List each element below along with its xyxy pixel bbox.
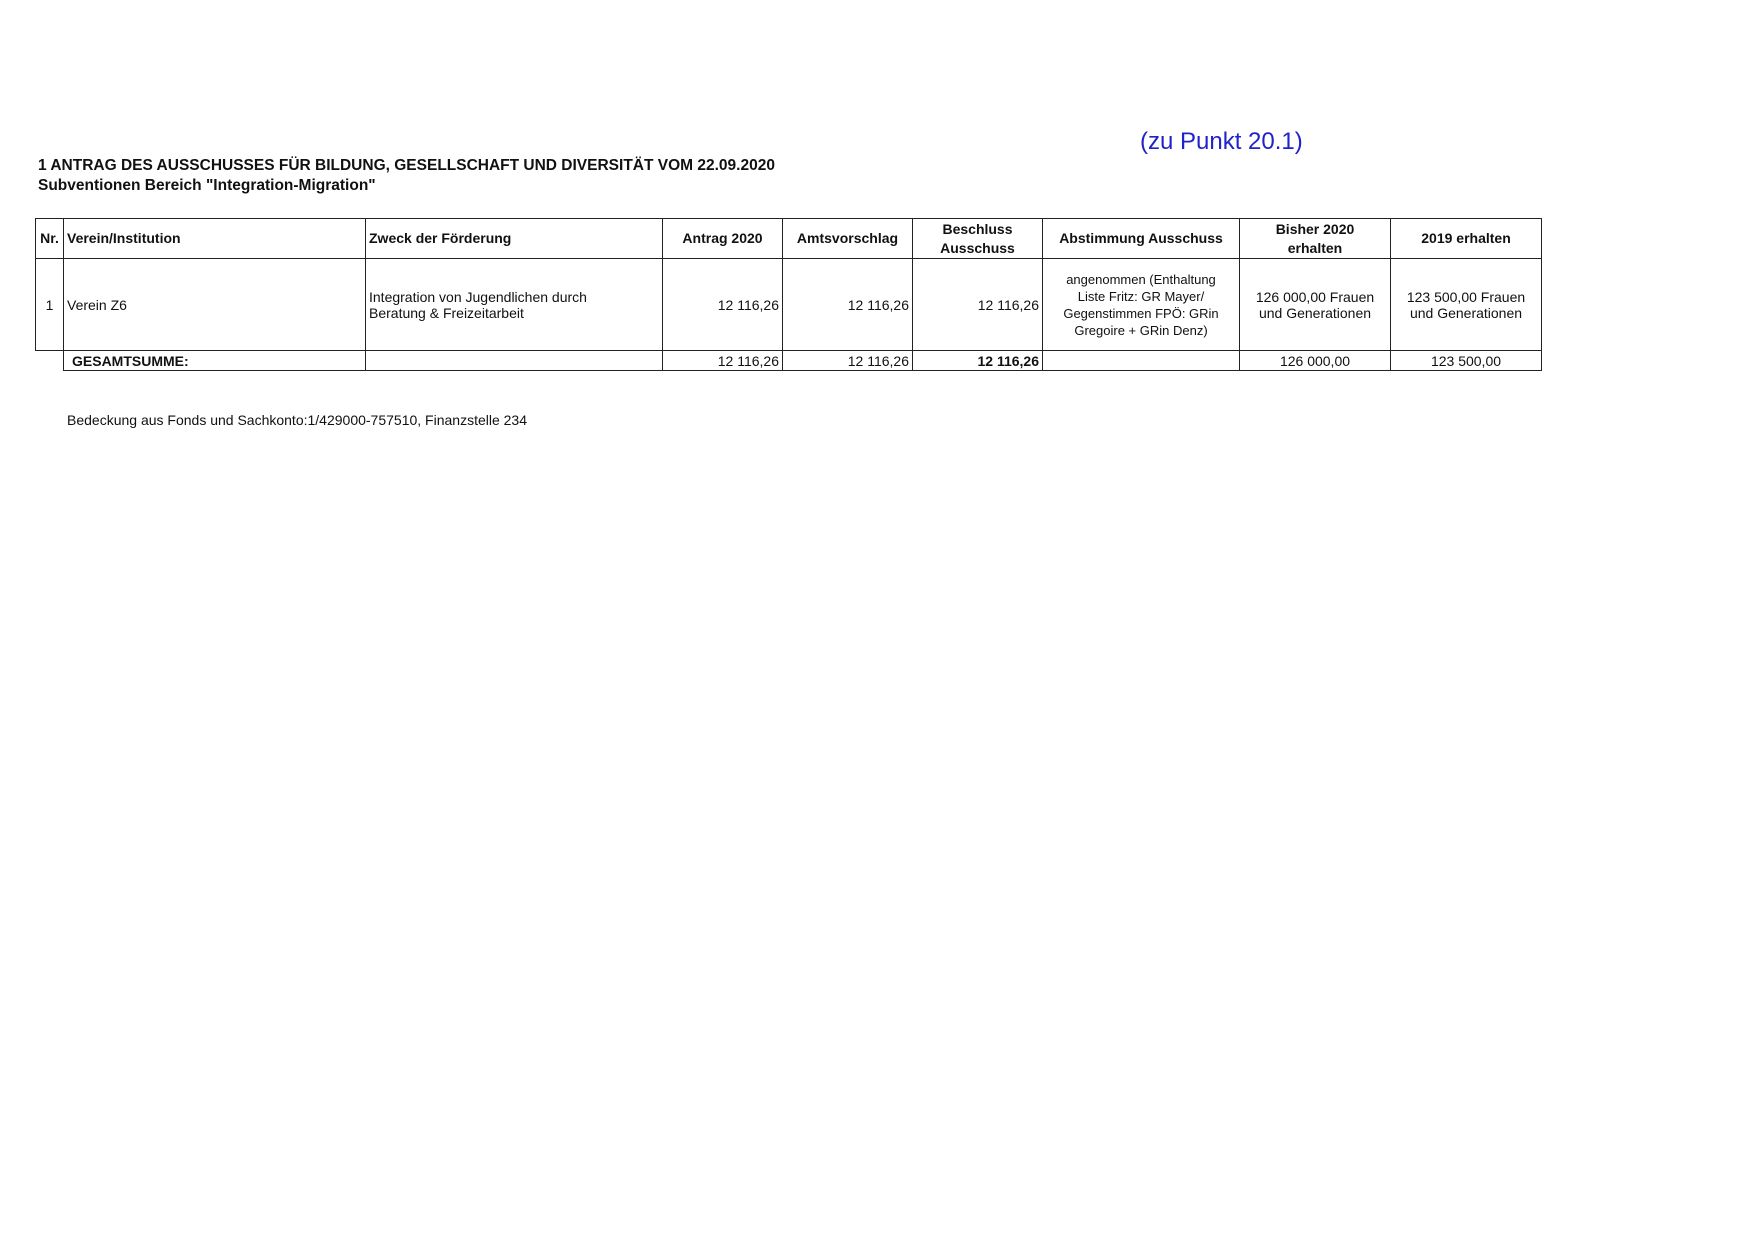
header-beschluss <box>913 219 1043 259</box>
subsidy-table <box>35 218 1542 371</box>
cell-2019 <box>1391 259 1542 351</box>
cell-abstimmung-line4: Gregoire + GRin Denz) <box>1074 322 1208 338</box>
header-amtsvorschlag: Amtsvorschlag <box>783 219 913 259</box>
cell-antrag: 12 116,26 <box>663 259 783 351</box>
cell-zweck <box>366 259 663 351</box>
cell-abstimmung-line3: Gegenstimmen FPÖ: GRin <box>1063 305 1219 321</box>
cell-abstimmung-line1: angenommen (Enthaltung <box>1066 271 1216 287</box>
cell-zweck-line1: Integration von Jugendlichen durch <box>369 288 587 305</box>
reference-label: (zu Punkt 20.1) <box>1140 128 1303 155</box>
header-beschluss-line1: Beschluss <box>942 220 1013 237</box>
total-row <box>36 351 1542 371</box>
header-abstimmung: Abstimmung Ausschuss <box>1043 219 1240 259</box>
header-2019: 2019 erhalten <box>1391 219 1542 259</box>
total-blank-cell <box>36 351 64 371</box>
header-zweck: Zweck der Förderung <box>366 219 663 259</box>
cell-2019-line1: 123 500,00 Frauen <box>1406 288 1526 305</box>
header-antrag: Antrag 2020 <box>663 219 783 259</box>
header-nr: Nr. <box>36 219 64 259</box>
total-amtsvorschlag: 12 116,26 <box>783 351 913 371</box>
total-2019: 123 500,00 <box>1391 351 1542 371</box>
document-subtitle: Subventionen Bereich "Integration-Migration" <box>38 177 376 194</box>
header-bisher-line2: erhalten <box>1287 239 1343 256</box>
total-label: GESAMTSUMME: <box>64 351 366 371</box>
total-abstimmung-empty <box>1043 351 1240 371</box>
header-bisher <box>1240 219 1391 259</box>
cell-nr: 1 <box>36 259 64 351</box>
header-bisher-line1: Bisher 2020 <box>1275 220 1355 237</box>
cell-zweck-line2: Beratung & Freizeitarbeit <box>369 304 524 321</box>
table-row <box>36 259 1542 351</box>
cell-bisher-line1: 126 000,00 Frauen <box>1255 288 1375 305</box>
cell-abstimmung <box>1043 259 1240 351</box>
total-zweck-empty <box>366 351 663 371</box>
header-verein: Verein/Institution <box>64 219 366 259</box>
cell-verein: Verein Z6 <box>64 259 366 351</box>
document-title: 1 ANTRAG DES AUSSCHUSSES FÜR BILDUNG, GESELLSCHAFT UND DIVERSITÄT VOM 22.09.2020 <box>38 157 775 174</box>
cell-abstimmung-line2: Liste Fritz: GR Mayer/ <box>1077 288 1205 304</box>
cell-2019-line2: und Generationen <box>1409 304 1523 321</box>
funding-note: Bedeckung aus Fonds und Sachkonto:1/429000-757510, Finanzstelle 234 <box>67 412 528 428</box>
cell-beschluss: 12 116,26 <box>913 259 1043 351</box>
header-beschluss-line2: Ausschuss <box>940 239 1015 256</box>
total-bisher: 126 000,00 <box>1240 351 1391 371</box>
table-header-row <box>36 219 1542 259</box>
total-antrag: 12 116,26 <box>663 351 783 371</box>
total-beschluss: 12 116,26 <box>913 351 1043 371</box>
cell-bisher <box>1240 259 1391 351</box>
cell-amtsvorschlag: 12 116,26 <box>783 259 913 351</box>
cell-bisher-line2: und Generationen <box>1258 304 1372 321</box>
